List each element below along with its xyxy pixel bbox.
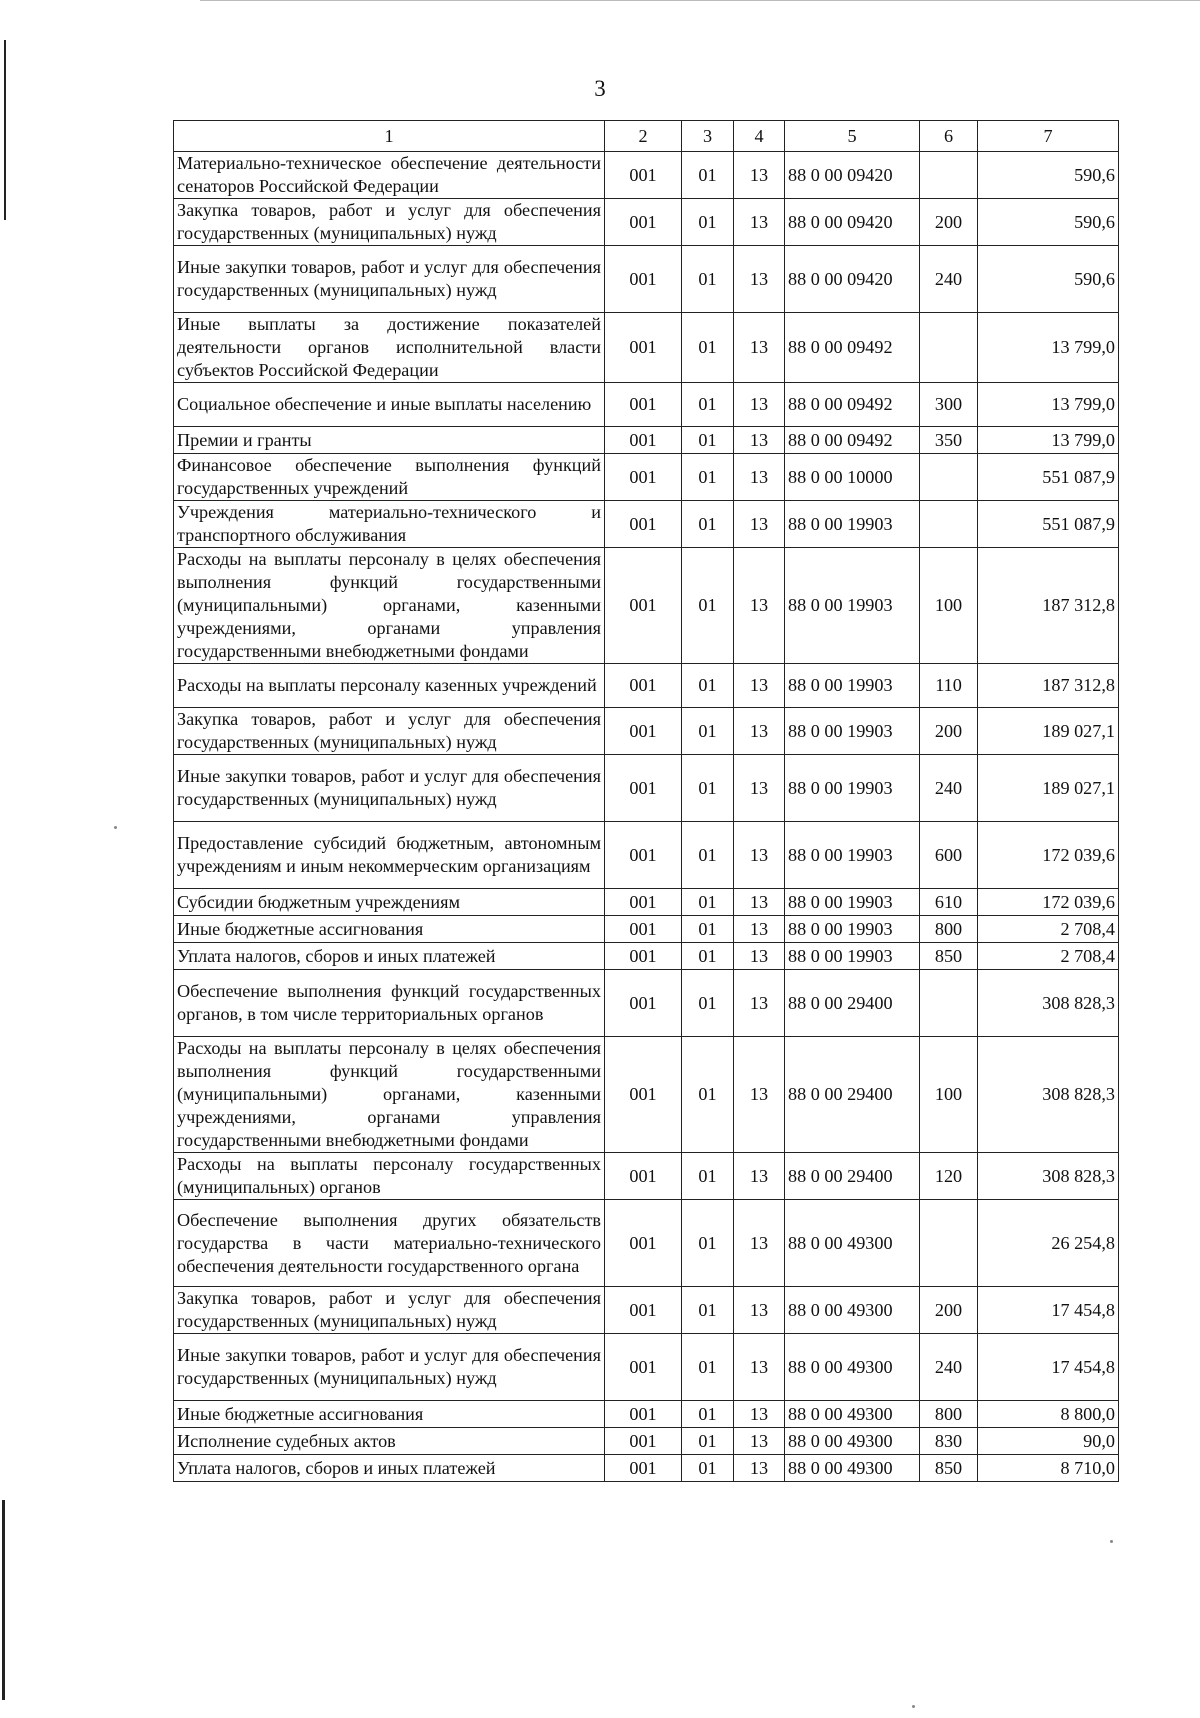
row-section-code: 01 — [682, 916, 734, 943]
row-amount: 17 454,8 — [978, 1334, 1119, 1401]
row-amount: 17 454,8 — [978, 1287, 1119, 1334]
row-expense-type — [920, 152, 978, 199]
row-subsection-code: 13 — [734, 1153, 785, 1200]
row-ministry-code: 001 — [605, 1287, 682, 1334]
row-amount: 8 710,0 — [978, 1455, 1119, 1482]
row-section-code: 01 — [682, 313, 734, 383]
table-row — [174, 246, 1119, 313]
column-header: 2 — [605, 121, 682, 152]
row-subsection-code: 13 — [734, 1401, 785, 1428]
row-section-code: 01 — [682, 1287, 734, 1334]
row-section-code: 01 — [682, 152, 734, 199]
row-target-article: 88 0 00 19903 — [785, 943, 920, 970]
row-ministry-code: 001 — [605, 1153, 682, 1200]
row-expense-type: 240 — [920, 1334, 978, 1401]
row-target-article: 88 0 00 19903 — [785, 708, 920, 755]
row-section-code: 01 — [682, 246, 734, 313]
row-item-name: Социальное обеспечение и иные выплаты населению — [174, 383, 605, 427]
row-section-code: 01 — [682, 1428, 734, 1455]
row-amount: 189 027,1 — [978, 755, 1119, 822]
row-ministry-code: 001 — [605, 454, 682, 501]
table-row — [174, 943, 1119, 970]
row-target-article: 88 0 00 49300 — [785, 1334, 920, 1401]
row-ministry-code: 001 — [605, 383, 682, 427]
row-ministry-code: 001 — [605, 943, 682, 970]
row-expense-type: 120 — [920, 1153, 978, 1200]
row-ministry-code: 001 — [605, 970, 682, 1037]
row-section-code: 01 — [682, 548, 734, 664]
row-section-code: 01 — [682, 822, 734, 889]
row-item-name: Закупка товаров, работ и услуг для обеспечения государственных (муниципальных) нужд — [174, 1287, 605, 1334]
table-row — [174, 548, 1119, 664]
row-section-code: 01 — [682, 1401, 734, 1428]
row-item-name: Иные закупки товаров, работ и услуг для обеспечения государственных (муниципальных) нужд — [174, 246, 605, 313]
row-target-article: 88 0 00 19903 — [785, 664, 920, 708]
row-subsection-code: 13 — [734, 152, 785, 199]
table-row — [174, 454, 1119, 501]
row-subsection-code: 13 — [734, 943, 785, 970]
row-target-article: 88 0 00 29400 — [785, 1037, 920, 1153]
row-amount: 13 799,0 — [978, 313, 1119, 383]
row-subsection-code: 13 — [734, 889, 785, 916]
budget-table — [173, 120, 1119, 1482]
row-item-name: Иные закупки товаров, работ и услуг для обеспечения государственных (муниципальных) нужд — [174, 1334, 605, 1401]
row-section-code: 01 — [682, 708, 734, 755]
row-expense-type — [920, 1200, 978, 1287]
row-ministry-code: 001 — [605, 708, 682, 755]
row-amount: 308 828,3 — [978, 1037, 1119, 1153]
row-item-name: Премии и гранты — [174, 427, 605, 454]
row-item-name: Исполнение судебных актов — [174, 1428, 605, 1455]
row-item-name: Субсидии бюджетным учреждениям — [174, 889, 605, 916]
row-amount: 2 708,4 — [978, 916, 1119, 943]
row-section-code: 01 — [682, 889, 734, 916]
row-amount: 551 087,9 — [978, 501, 1119, 548]
row-subsection-code: 13 — [734, 548, 785, 664]
row-ministry-code: 001 — [605, 501, 682, 548]
row-expense-type — [920, 454, 978, 501]
row-section-code: 01 — [682, 454, 734, 501]
table-row — [174, 313, 1119, 383]
table-row — [174, 708, 1119, 755]
row-target-article: 88 0 00 19903 — [785, 548, 920, 664]
row-item-name: Иные выплаты за достижение показателей деятельности органов исполнительной власти субъектов Российской Федерации — [174, 313, 605, 383]
row-amount: 189 027,1 — [978, 708, 1119, 755]
row-expense-type: 240 — [920, 246, 978, 313]
row-expense-type: 200 — [920, 199, 978, 246]
table-row — [174, 822, 1119, 889]
row-item-name: Уплата налогов, сборов и иных платежей — [174, 943, 605, 970]
table-row — [174, 1037, 1119, 1153]
scan-edge-mark — [4, 40, 6, 220]
row-amount: 13 799,0 — [978, 427, 1119, 454]
row-expense-type: 800 — [920, 916, 978, 943]
row-ministry-code: 001 — [605, 246, 682, 313]
row-expense-type: 850 — [920, 1455, 978, 1482]
row-amount: 590,6 — [978, 152, 1119, 199]
row-target-article: 88 0 00 10000 — [785, 454, 920, 501]
row-subsection-code: 13 — [734, 454, 785, 501]
table-row — [174, 1455, 1119, 1482]
table-row — [174, 1428, 1119, 1455]
row-expense-type — [920, 970, 978, 1037]
table-row — [174, 916, 1119, 943]
row-section-code: 01 — [682, 1334, 734, 1401]
row-target-article: 88 0 00 19903 — [785, 755, 920, 822]
row-target-article: 88 0 00 09420 — [785, 246, 920, 313]
row-section-code: 01 — [682, 1200, 734, 1287]
table-row — [174, 1287, 1119, 1334]
row-ministry-code: 001 — [605, 755, 682, 822]
row-item-name: Расходы на выплаты персоналу в целях обеспечения выполнения функций государственными (муниципальными) органами, казенными учреждениями, органами управления государственными внебюджетными фондами — [174, 548, 605, 664]
row-item-name: Материально-техническое обеспечение деятельности сенаторов Российской Федерации — [174, 152, 605, 199]
row-section-code: 01 — [682, 1037, 734, 1153]
row-subsection-code: 13 — [734, 664, 785, 708]
scan-speck — [114, 826, 117, 829]
row-expense-type: 100 — [920, 548, 978, 664]
row-subsection-code: 13 — [734, 1334, 785, 1401]
row-ministry-code: 001 — [605, 313, 682, 383]
table-row — [174, 501, 1119, 548]
row-expense-type: 850 — [920, 943, 978, 970]
row-target-article: 88 0 00 19903 — [785, 501, 920, 548]
row-target-article: 88 0 00 09420 — [785, 152, 920, 199]
row-ministry-code: 001 — [605, 1401, 682, 1428]
row-target-article: 88 0 00 19903 — [785, 916, 920, 943]
row-subsection-code: 13 — [734, 708, 785, 755]
table-row — [174, 970, 1119, 1037]
row-item-name: Расходы на выплаты персоналу казенных учреждений — [174, 664, 605, 708]
row-target-article: 88 0 00 09492 — [785, 427, 920, 454]
row-section-code: 01 — [682, 1455, 734, 1482]
row-expense-type — [920, 313, 978, 383]
row-amount: 590,6 — [978, 246, 1119, 313]
row-item-name: Уплата налогов, сборов и иных платежей — [174, 1455, 605, 1482]
column-header: 3 — [682, 121, 734, 152]
row-expense-type: 610 — [920, 889, 978, 916]
row-target-article: 88 0 00 49300 — [785, 1287, 920, 1334]
row-target-article: 88 0 00 09420 — [785, 199, 920, 246]
row-amount: 8 800,0 — [978, 1401, 1119, 1428]
row-ministry-code: 001 — [605, 664, 682, 708]
scan-border-top — [200, 0, 1200, 1]
row-expense-type: 200 — [920, 1287, 978, 1334]
row-amount: 187 312,8 — [978, 548, 1119, 664]
row-ministry-code: 001 — [605, 1334, 682, 1401]
row-ministry-code: 001 — [605, 822, 682, 889]
row-subsection-code: 13 — [734, 1200, 785, 1287]
table-header-row — [174, 121, 1119, 152]
table-row — [174, 664, 1119, 708]
row-section-code: 01 — [682, 383, 734, 427]
scan-speck — [912, 1705, 915, 1708]
row-target-article: 88 0 00 49300 — [785, 1455, 920, 1482]
row-item-name: Закупка товаров, работ и услуг для обеспечения государственных (муниципальных) нужд — [174, 708, 605, 755]
column-header: 7 — [978, 121, 1119, 152]
row-target-article: 88 0 00 29400 — [785, 970, 920, 1037]
row-expense-type: 110 — [920, 664, 978, 708]
row-ministry-code: 001 — [605, 1037, 682, 1153]
table-row — [174, 889, 1119, 916]
row-item-name: Учреждения материально-технического и транспортного обслуживания — [174, 501, 605, 548]
row-subsection-code: 13 — [734, 1428, 785, 1455]
row-ministry-code: 001 — [605, 152, 682, 199]
table-row — [174, 1153, 1119, 1200]
row-ministry-code: 001 — [605, 1428, 682, 1455]
row-target-article: 88 0 00 09492 — [785, 383, 920, 427]
row-amount: 13 799,0 — [978, 383, 1119, 427]
row-subsection-code: 13 — [734, 916, 785, 943]
row-ministry-code: 001 — [605, 1455, 682, 1482]
row-expense-type: 300 — [920, 383, 978, 427]
row-section-code: 01 — [682, 1153, 734, 1200]
table-row — [174, 1401, 1119, 1428]
table-row — [174, 383, 1119, 427]
row-ministry-code: 001 — [605, 548, 682, 664]
column-header: 1 — [174, 121, 605, 152]
row-item-name: Расходы на выплаты персоналу государственных (муниципальных) органов — [174, 1153, 605, 1200]
table-body — [174, 152, 1119, 1482]
row-subsection-code: 13 — [734, 1455, 785, 1482]
row-section-code: 01 — [682, 664, 734, 708]
row-subsection-code: 13 — [734, 970, 785, 1037]
row-item-name: Финансовое обеспечение выполнения функций государственных учреждений — [174, 454, 605, 501]
row-expense-type: 100 — [920, 1037, 978, 1153]
column-header: 4 — [734, 121, 785, 152]
scan-edge-mark — [2, 1500, 5, 1700]
row-item-name: Обеспечение выполнения других обязательств государства в части материально-технического обеспечения деятельности государственного органа — [174, 1200, 605, 1287]
row-expense-type: 350 — [920, 427, 978, 454]
row-section-code: 01 — [682, 755, 734, 822]
column-header: 5 — [785, 121, 920, 152]
row-subsection-code: 13 — [734, 822, 785, 889]
table-row — [174, 1200, 1119, 1287]
row-section-code: 01 — [682, 501, 734, 548]
row-item-name: Закупка товаров, работ и услуг для обеспечения государственных (муниципальных) нужд — [174, 199, 605, 246]
row-section-code: 01 — [682, 427, 734, 454]
row-subsection-code: 13 — [734, 501, 785, 548]
row-item-name: Иные бюджетные ассигнования — [174, 916, 605, 943]
row-ministry-code: 001 — [605, 1200, 682, 1287]
column-header: 6 — [920, 121, 978, 152]
row-amount: 187 312,8 — [978, 664, 1119, 708]
page-number: 3 — [594, 76, 606, 101]
row-target-article: 88 0 00 29400 — [785, 1153, 920, 1200]
row-subsection-code: 13 — [734, 313, 785, 383]
row-expense-type: 800 — [920, 1401, 978, 1428]
row-expense-type: 240 — [920, 755, 978, 822]
row-amount: 308 828,3 — [978, 970, 1119, 1037]
scan-speck — [1110, 1540, 1113, 1543]
row-expense-type: 200 — [920, 708, 978, 755]
row-item-name: Обеспечение выполнения функций государственных органов, в том числе территориальных органов — [174, 970, 605, 1037]
row-subsection-code: 13 — [734, 427, 785, 454]
table-row — [174, 199, 1119, 246]
row-section-code: 01 — [682, 199, 734, 246]
row-ministry-code: 001 — [605, 916, 682, 943]
row-expense-type: 830 — [920, 1428, 978, 1455]
row-item-name: Иные бюджетные ассигнования — [174, 1401, 605, 1428]
row-ministry-code: 001 — [605, 199, 682, 246]
row-item-name: Иные закупки товаров, работ и услуг для обеспечения государственных (муниципальных) нужд — [174, 755, 605, 822]
table-row — [174, 1334, 1119, 1401]
row-expense-type: 600 — [920, 822, 978, 889]
row-amount: 26 254,8 — [978, 1200, 1119, 1287]
row-amount: 90,0 — [978, 1428, 1119, 1455]
row-amount: 308 828,3 — [978, 1153, 1119, 1200]
row-subsection-code: 13 — [734, 1287, 785, 1334]
row-target-article: 88 0 00 49300 — [785, 1401, 920, 1428]
row-subsection-code: 13 — [734, 1037, 785, 1153]
row-target-article: 88 0 00 19903 — [785, 822, 920, 889]
row-subsection-code: 13 — [734, 383, 785, 427]
row-expense-type — [920, 501, 978, 548]
row-section-code: 01 — [682, 970, 734, 1037]
table-row — [174, 755, 1119, 822]
row-subsection-code: 13 — [734, 199, 785, 246]
row-target-article: 88 0 00 09492 — [785, 313, 920, 383]
table-row — [174, 152, 1119, 199]
row-target-article: 88 0 00 49300 — [785, 1200, 920, 1287]
row-amount: 172 039,6 — [978, 822, 1119, 889]
row-subsection-code: 13 — [734, 246, 785, 313]
row-amount: 2 708,4 — [978, 943, 1119, 970]
row-amount: 172 039,6 — [978, 889, 1119, 916]
row-item-name: Предоставление субсидий бюджетным, автономным учреждениям и иным некоммерческим организациям — [174, 822, 605, 889]
row-item-name: Расходы на выплаты персоналу в целях обеспечения выполнения функций государственными (муниципальными) органами, казенными учреждениями, органами управления государственными внебюджетными фондами — [174, 1037, 605, 1153]
row-amount: 590,6 — [978, 199, 1119, 246]
row-subsection-code: 13 — [734, 755, 785, 822]
row-section-code: 01 — [682, 943, 734, 970]
table-row — [174, 427, 1119, 454]
row-target-article: 88 0 00 19903 — [785, 889, 920, 916]
row-amount: 551 087,9 — [978, 454, 1119, 501]
row-ministry-code: 001 — [605, 889, 682, 916]
row-ministry-code: 001 — [605, 427, 682, 454]
row-target-article: 88 0 00 49300 — [785, 1428, 920, 1455]
